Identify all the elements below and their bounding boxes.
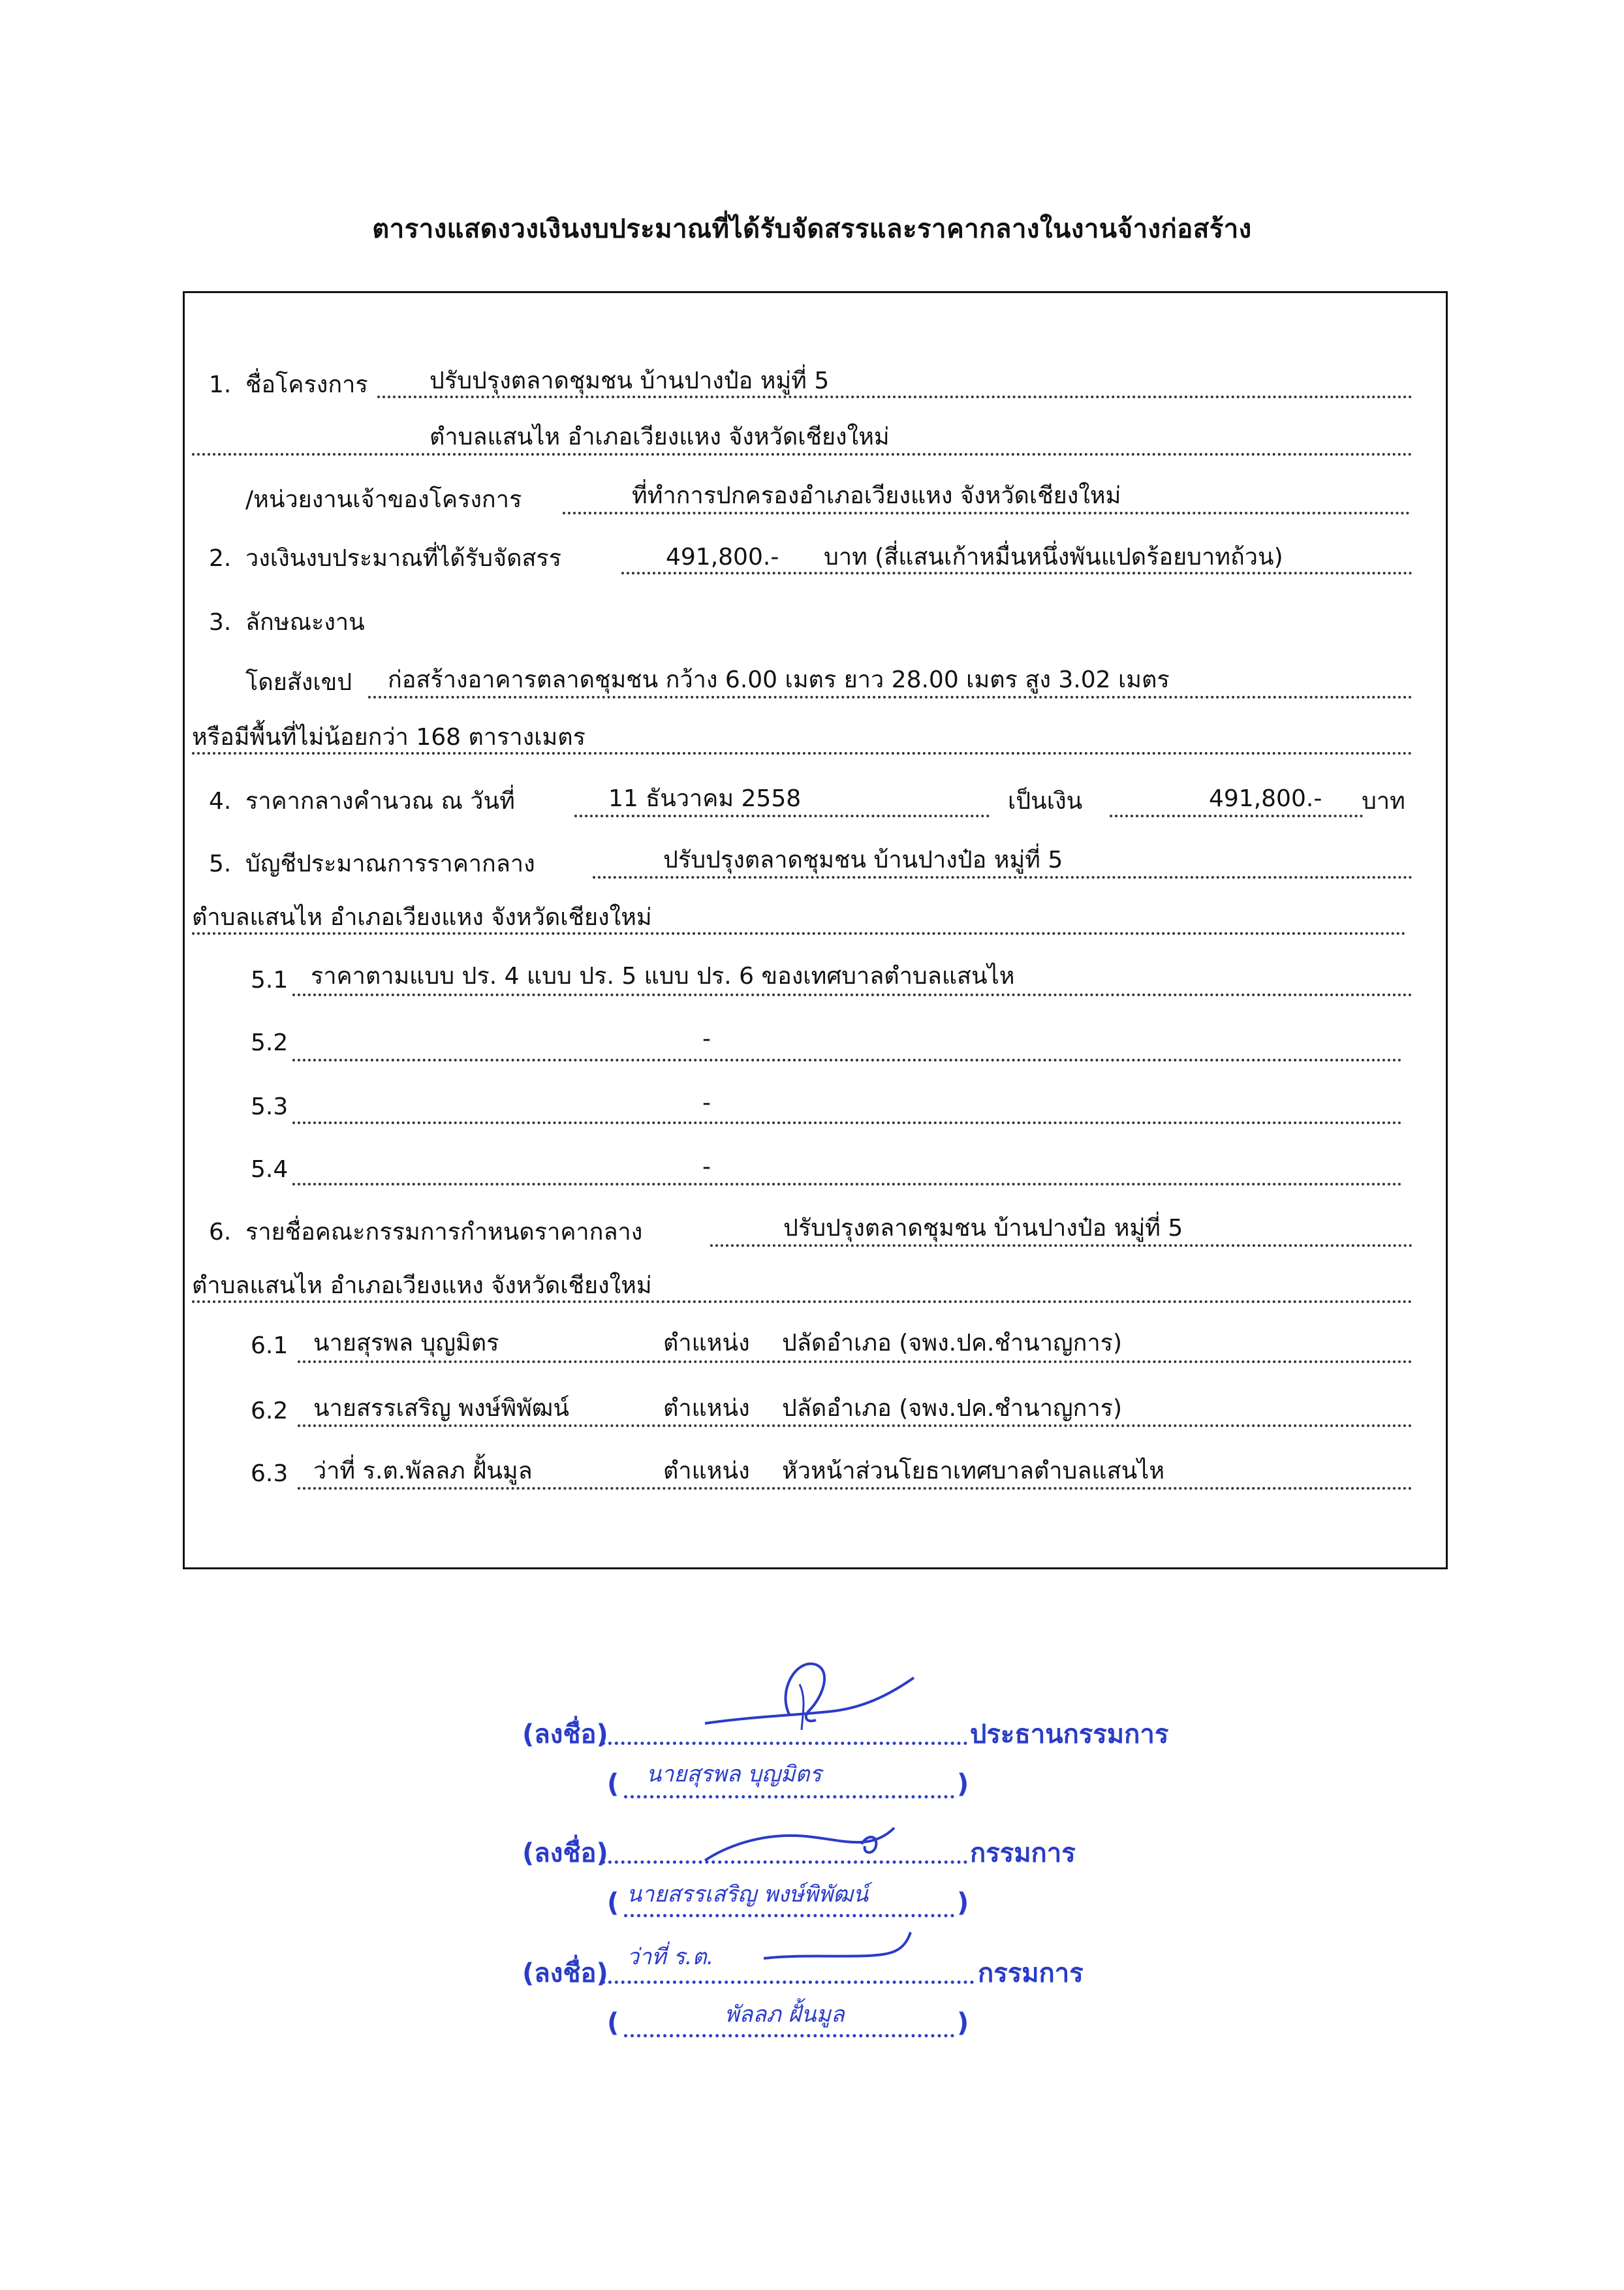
item-5-number: 5. — [209, 851, 232, 877]
page-title: ตารางแสดงวงเงินงบประมาณที่ได้รับจัดสรรและราคากลางในงานจ้างก่อสร้าง — [372, 214, 1252, 244]
sig-3-handwritten-sig: ว่าที่ ร.ต. — [627, 1944, 714, 1970]
member-1-pos-label: ตำแหน่ง — [663, 1330, 750, 1357]
committee-location: ตำบลแสนไห อำเภอเวียงแหง จังหวัดเชียงใหม่ — [192, 1272, 652, 1299]
median-price: 491,800.- — [1209, 785, 1322, 812]
item-4-number: 4. — [209, 788, 232, 815]
item-6-label: รายชื่อคณะกรรมการกำหนดราคากลาง — [245, 1219, 643, 1246]
member-3-pos-label: ตำแหน่ง — [663, 1458, 750, 1484]
sig-2-name-dotline — [624, 1914, 954, 1917]
item-5-2-dotline — [292, 1059, 1402, 1061]
estimate-location: ตำบลแสนไห อำเภอเวียงแหง จังหวัดเชียงใหม่ — [192, 904, 652, 931]
member-3-dotline — [298, 1487, 1413, 1490]
price-date: 11 ธันวาคม 2558 — [608, 785, 802, 812]
budget-amount: 491,800.- — [666, 544, 779, 571]
item-3-dotline — [368, 696, 1413, 698]
item-3-sublabel: โดยสังเขป — [245, 669, 352, 696]
budget-text: บาท (สี่แสนเก้าหมื่นหนึ่งพันแปดร้อยบาทถ้วน) — [824, 544, 1283, 571]
member-2-pos-label: ตำแหน่ง — [663, 1395, 750, 1422]
agency-value: ที่ทำการปกครองอำเภอเวียงแหง จังหวัดเชียงใหม่ — [632, 482, 1121, 509]
item-6-dotline-2 — [192, 1300, 1413, 1303]
member-1-position: ปลัดอำเภอ (จพง.ปค.ชำนาญการ) — [782, 1330, 1123, 1357]
member-1-number: 6.1 — [251, 1332, 289, 1359]
item-4-unit: บาท — [1362, 788, 1405, 815]
sig-3-role: กรรมการ — [978, 1958, 1084, 1988]
item-1-number: 1. — [209, 371, 232, 398]
item-5-label: บัญชีประมาณการราคากลาง — [245, 851, 535, 877]
item-1-label: ชื่อโครงการ — [245, 371, 368, 398]
signature-3-mark — [757, 1926, 927, 1978]
sig-1-name-dotline — [624, 1795, 954, 1798]
sig-2-role: กรรมการ — [970, 1838, 1076, 1868]
item-5-3-value: - — [702, 1090, 711, 1116]
item-5-4-value: - — [702, 1153, 711, 1180]
item-5-1-value: ราคาตามแบบ ปร. 4 แบบ ปร. 5 แบบ ปร. 6 ของเทศบาลตำบลแสนไห — [311, 963, 1015, 990]
item-1-dotline-2 — [192, 453, 1413, 456]
item-5-dotline-2 — [192, 932, 1406, 935]
item-3-dotline-2 — [192, 752, 1413, 755]
member-2-name: นายสรรเสริญ พงษ์พิพัฒน์ — [313, 1395, 569, 1422]
item-6-dotline — [710, 1244, 1413, 1247]
agency-label: /หน่วยงานเจ้าของโครงการ — [245, 486, 522, 513]
sig-2-open: ( — [607, 1888, 619, 1918]
item-1-dotline — [377, 396, 1413, 398]
sig-1-handwritten-name: นายสุรพล บุญมิตร — [646, 1761, 822, 1787]
sig-1-role: ประธานกรรมการ — [970, 1719, 1169, 1749]
item-5-dotline — [593, 876, 1413, 879]
sig-3-open: ( — [607, 2008, 619, 2038]
agency-dotline — [563, 512, 1410, 514]
sig-3-name-dotline — [624, 2034, 954, 2037]
sig-1-close: ) — [957, 1769, 969, 1799]
sig-2-prefix: (ลงชื่อ) — [522, 1838, 608, 1868]
work-description: ก่อสร้างอาคารตลาดชุมชน กว้าง 6.00 เมตร ยาว 28.00 เมตร สูง 3.02 เมตร — [388, 667, 1170, 693]
member-2-position: ปลัดอำเภอ (จพง.ปค.ชำนาญการ) — [782, 1395, 1123, 1422]
sig-3-close: ) — [957, 2008, 969, 2038]
committee-project: ปรับปรุงตลาดชุมชน บ้านปางป๋อ หมู่ที่ 5 — [783, 1215, 1183, 1242]
signature-2-mark — [698, 1808, 907, 1874]
sig-3-prefix: (ลงชื่อ) — [522, 1958, 608, 1988]
item-5-2-number: 5.2 — [251, 1029, 289, 1056]
item-4-date-dotline — [574, 815, 990, 817]
member-2-dotline — [298, 1424, 1413, 1427]
item-5-3-number: 5.3 — [251, 1093, 289, 1120]
member-3-position: หัวหน้าส่วนโยธาเทศบาลตำบลแสนไห — [782, 1458, 1165, 1484]
estimate-project: ปรับปรุงตลาดชุมชน บ้านปางป๋อ หมู่ที่ 5 — [663, 847, 1063, 873]
signature-1-mark — [692, 1639, 927, 1743]
sig-3-handwritten-name: พัลลภ ฝั้นมูล — [725, 2001, 845, 2028]
member-2-number: 6.2 — [251, 1398, 289, 1424]
item-4-amount-dotline — [1110, 815, 1363, 817]
sig-3-dotline — [602, 1981, 974, 1984]
member-1-dotline — [298, 1360, 1413, 1363]
item-6-number: 6. — [209, 1219, 232, 1246]
item-5-1-dotline — [292, 994, 1413, 996]
project-name: ปรับปรุงตลาดชุมชน บ้านปางป๋อ หมู่ที่ 5 — [429, 368, 830, 394]
member-1-name: นายสุรพล บุญมิตร — [313, 1330, 499, 1357]
sig-2-handwritten-name: นายสรรเสริญ พงษ์พิพัฒน์ — [627, 1881, 869, 1907]
item-2-label: วงเงินงบประมาณที่ได้รับจัดสรร — [245, 545, 562, 572]
item-5-2-value: - — [702, 1026, 711, 1052]
member-3-name: ว่าที่ ร.ต.พัลลภ ฝั้นมูล — [313, 1458, 533, 1484]
item-2-number: 2. — [209, 545, 232, 572]
item-3-label: ลักษณะงาน — [245, 609, 365, 636]
sig-2-close: ) — [957, 1888, 969, 1918]
sig-1-open: ( — [607, 1769, 619, 1799]
item-5-4-number: 5.4 — [251, 1156, 289, 1183]
item-4-amount-label: เป็นเงิน — [1008, 788, 1083, 815]
project-location: ตำบลแสนไห อำเภอเวียงแหง จังหวัดเชียงใหม่ — [429, 424, 890, 450]
sig-1-prefix: (ลงชื่อ) — [522, 1719, 608, 1749]
item-3-number: 3. — [209, 609, 232, 636]
item-4-label: ราคากลางคำนวณ ณ วันที่ — [245, 788, 515, 815]
item-5-3-dotline — [292, 1121, 1402, 1124]
item-5-1-number: 5.1 — [251, 967, 289, 994]
item-5-4-dotline — [292, 1183, 1402, 1185]
work-area: หรือมีพื้นที่ไม่น้อยกว่า 168 ตารางเมตร — [192, 724, 586, 751]
member-3-number: 6.3 — [251, 1460, 289, 1487]
item-2-dotline — [621, 572, 1413, 574]
